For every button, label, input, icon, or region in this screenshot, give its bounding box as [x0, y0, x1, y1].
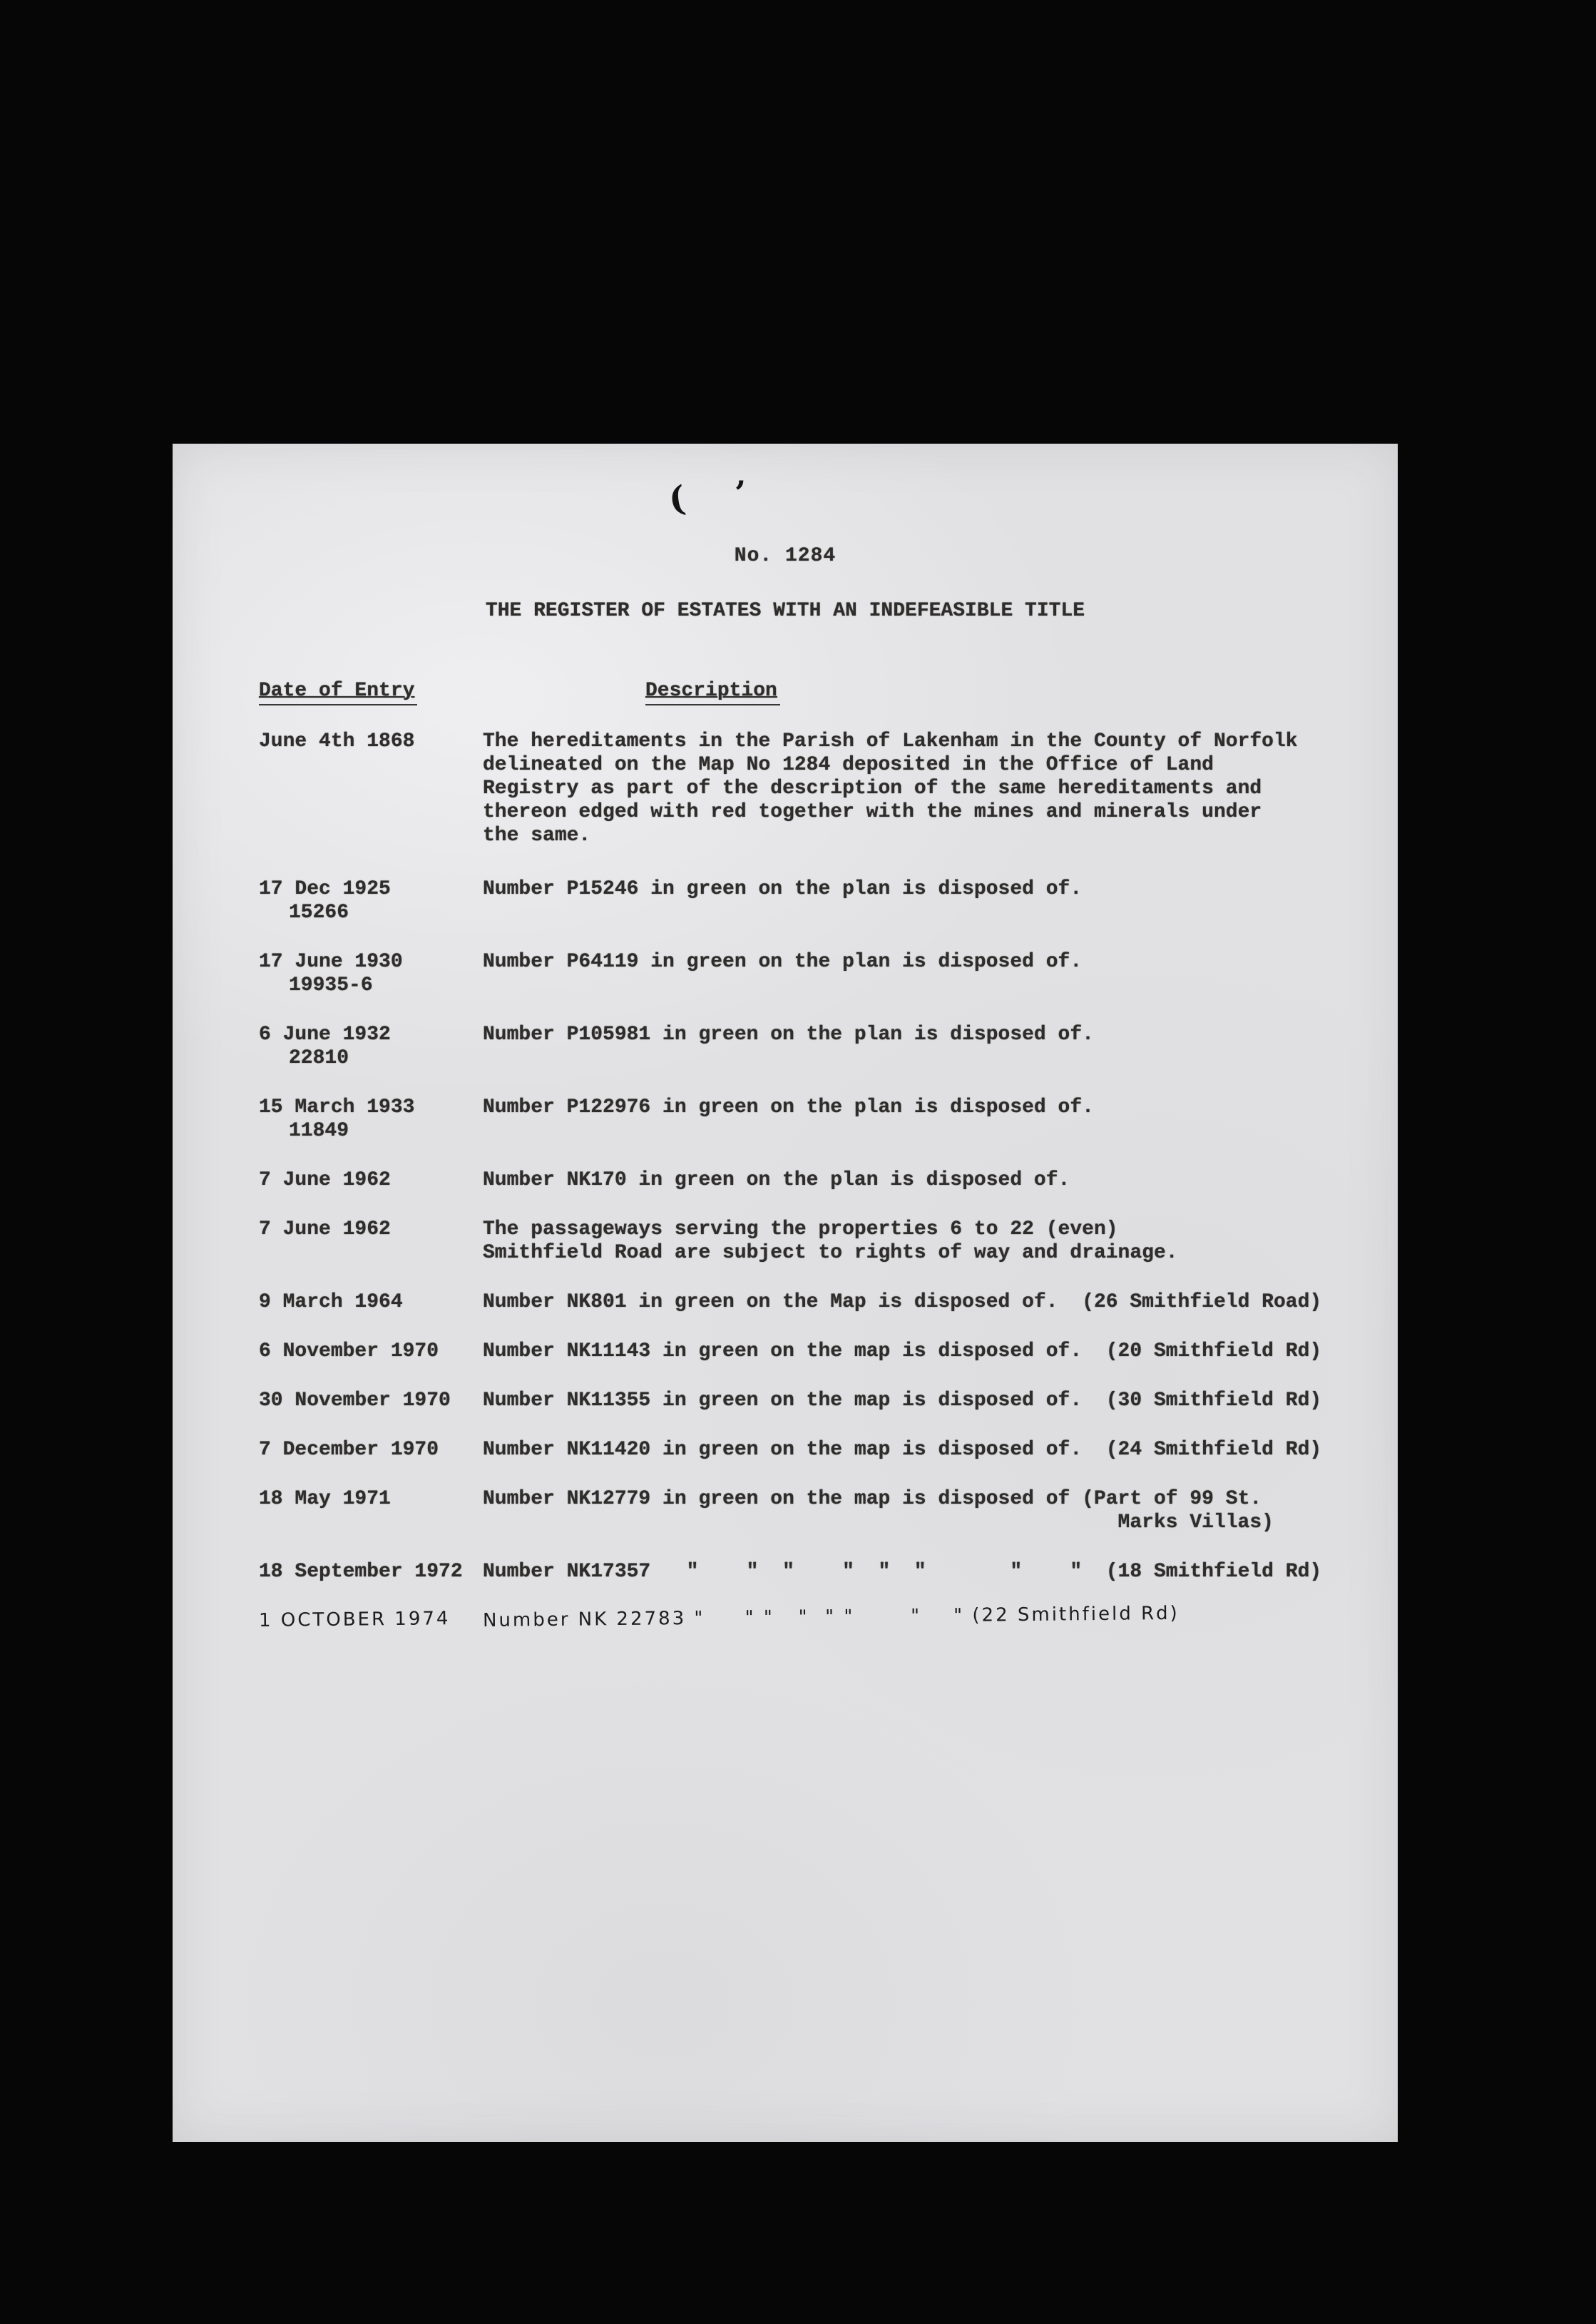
register-entry	[173, 950, 1398, 997]
entry-description	[483, 1096, 1398, 1143]
text-line: thereon edged with red together with the mines and minerals under	[483, 801, 1262, 823]
text-line: 9 March 1964	[259, 1291, 403, 1313]
text-line: Number P15246 in green on the plan is disposed of.	[483, 878, 1083, 900]
text-line: 6 June 1932	[259, 1024, 391, 1046]
entry-date	[259, 1487, 483, 1534]
text-line: Number P64119 in green on the plan is disposed of.	[483, 951, 1083, 973]
text-line: Number NK 22783 " " " " " " " " (22 Smithfield Rd)	[482, 1602, 1180, 1631]
entry-date	[259, 1389, 483, 1412]
text-line: 7 June 1962	[259, 1218, 391, 1240]
text-line: 7 June 1962	[259, 1169, 391, 1191]
register-entry	[173, 1023, 1398, 1070]
entry-description	[483, 1487, 1398, 1534]
text-line: the same.	[483, 825, 591, 847]
register-entry	[173, 1389, 1398, 1412]
text-line: The passageways serving the properties 6 to 22 (even)	[483, 1218, 1118, 1240]
text-line: 1 OCTOBER 1974	[258, 1608, 451, 1631]
ink-mark-paren: (	[666, 478, 688, 521]
register-entry	[173, 1602, 1398, 1633]
entry-description	[483, 1340, 1398, 1363]
text-line: Registry as part of the description of the same hereditaments and	[483, 778, 1262, 800]
register-entry	[173, 1096, 1398, 1143]
text-line: 30 November 1970	[259, 1390, 451, 1412]
text-line: Number NK12779 in green on the map is disposed of (Part of 99 St.	[483, 1488, 1262, 1510]
register-entry	[173, 1487, 1398, 1534]
text-line: Number NK11355 in green on the map is disposed of. (30 Smithfield Rd)	[483, 1390, 1322, 1412]
register-entry	[173, 1560, 1398, 1584]
text-line: 15266	[289, 902, 349, 924]
entry-description	[482, 1602, 1398, 1633]
register-entry	[173, 1218, 1398, 1265]
entry-date	[259, 1218, 483, 1265]
entry-description	[483, 1290, 1398, 1314]
text-line: 11849	[289, 1120, 349, 1142]
text-line: Marks Villas)	[1117, 1512, 1274, 1534]
document-page	[173, 444, 1398, 2140]
entry-description	[483, 950, 1398, 997]
entry-date	[259, 1168, 483, 1192]
text-line: Number NK11143 in green on the map is disposed of. (20 Smithfield Rd)	[483, 1340, 1322, 1362]
document-title: THE REGISTER OF ESTATES WITH AN INDEFEASIBLE TITLE	[485, 600, 1085, 622]
register-entry	[173, 877, 1398, 924]
text-line: 17 Dec 1925	[259, 878, 391, 900]
register-entry	[173, 1290, 1398, 1314]
entry-date	[259, 1096, 483, 1143]
text-line: Number NK17357 " " " " " " " " (18 Smithfield Rd)	[483, 1561, 1322, 1583]
text-line: Number NK11420 in green on the map is disposed of. (24 Smithfield Rd)	[483, 1439, 1322, 1461]
register-entry	[173, 1438, 1398, 1462]
text-line: 15 March 1933	[259, 1096, 415, 1118]
entry-description	[483, 1168, 1398, 1192]
text-line: 19935-6	[289, 974, 373, 997]
text-line: 18 May 1971	[259, 1488, 391, 1510]
text-line: Smithfield Road are subject to rights of way and drainage.	[483, 1242, 1178, 1264]
entry-date	[259, 877, 483, 924]
text-line: June 4th 1868	[259, 730, 415, 753]
document-number: No. 1284	[734, 545, 837, 567]
entry-description	[483, 1218, 1398, 1265]
text-line: 18 September 1972	[259, 1561, 463, 1583]
column-header-description: Description	[645, 680, 780, 705]
column-headers	[173, 680, 1398, 705]
text-line: Number P122976 in green on the plan is disposed of.	[483, 1096, 1094, 1118]
entry-description	[483, 1389, 1398, 1412]
text-line: Number P105981 in green on the plan is disposed of.	[483, 1024, 1094, 1046]
column-header-date: Date of Entry	[259, 680, 417, 705]
entry-date	[259, 950, 483, 997]
ink-mark-tick: ’	[735, 474, 747, 512]
register-table	[173, 680, 1398, 1658]
entry-description	[483, 877, 1398, 924]
text-line: 17 June 1930	[259, 951, 403, 973]
text-line: 7 December 1970	[259, 1439, 439, 1461]
text-line: Number NK801 in green on the Map is disposed of. (26 Smithfield Road)	[483, 1291, 1322, 1313]
entry-date	[259, 1023, 483, 1070]
entry-date	[259, 1340, 483, 1363]
text-line: 22810	[289, 1047, 349, 1069]
register-entry	[173, 1340, 1398, 1363]
text-line: delineated on the Map No 1284 deposited in the Office of Land	[483, 754, 1214, 776]
entry-date	[259, 1609, 483, 1633]
entry-description	[483, 1023, 1398, 1070]
entry-date	[259, 1290, 483, 1314]
text-line: The hereditaments in the Parish of Lakenham in the County of Norfolk	[483, 730, 1298, 753]
entry-date	[259, 730, 483, 847]
entry-description	[483, 730, 1398, 847]
register-entry	[173, 730, 1398, 847]
text-line: Number NK170 in green on the plan is disposed of.	[483, 1169, 1070, 1191]
register-entry	[173, 1168, 1398, 1192]
register-entries	[173, 730, 1398, 1633]
entry-description	[483, 1438, 1398, 1462]
entry-date	[259, 1438, 483, 1462]
entry-date	[259, 1560, 483, 1584]
entry-description	[483, 1560, 1398, 1584]
text-line: 6 November 1970	[259, 1340, 439, 1362]
